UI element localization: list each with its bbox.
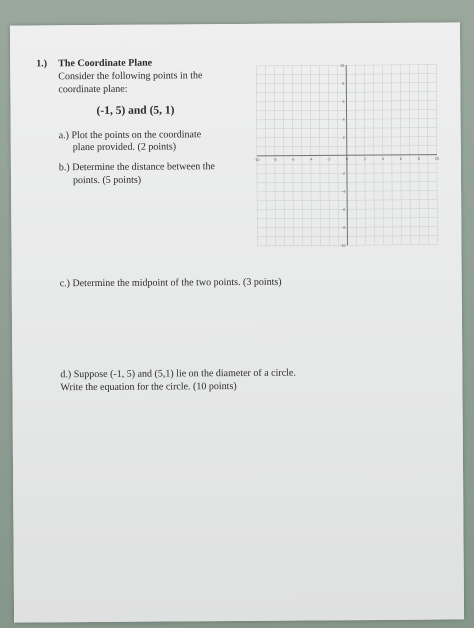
y-tick-label: 10 bbox=[340, 63, 345, 68]
part-a-line-2: plane provided. (2 points) bbox=[72, 141, 177, 154]
x-tick-label: 0 bbox=[345, 157, 348, 162]
y-tick-label: 4 bbox=[342, 117, 345, 122]
x-tick-label: 2 bbox=[363, 157, 366, 162]
problem-title: The Coordinate Plane bbox=[58, 57, 153, 70]
x-tick-label: -4 bbox=[309, 157, 313, 162]
y-tick-label: 2 bbox=[342, 135, 345, 140]
x-tick-label: 8 bbox=[417, 156, 420, 161]
part-b-line-1: b.) Determine the distance between the bbox=[58, 161, 215, 174]
x-tick-label: -2 bbox=[327, 157, 331, 162]
worksheet-page bbox=[10, 22, 464, 622]
problem-number: 1.) bbox=[36, 58, 48, 70]
y-tick-label: -4 bbox=[341, 189, 346, 194]
y-tick-label: -6 bbox=[341, 207, 346, 212]
y-tick-label: 8 bbox=[342, 81, 345, 86]
x-tick-label: 4 bbox=[381, 156, 384, 161]
x-tick-label: -6 bbox=[291, 157, 295, 162]
y-tick-label: -8 bbox=[342, 225, 346, 230]
y-tick-label: -2 bbox=[341, 171, 345, 176]
coordinate-plane-graph[interactable] bbox=[248, 57, 445, 248]
part-b-line-2: points. (5 points) bbox=[72, 174, 142, 187]
intro-line-1: Consider the following points in the bbox=[58, 70, 203, 83]
x-tick-label: -8 bbox=[273, 157, 277, 162]
y-tick-label: -10 bbox=[340, 243, 346, 248]
given-points: (-1, 5) and (5, 1) bbox=[96, 104, 175, 117]
x-tick-label: 10 bbox=[434, 156, 439, 161]
part-d-line-2: Write the equation for the circle. (10 points) bbox=[60, 381, 237, 394]
part-c: c.) Determine the midpoint of the two points. (3 points) bbox=[59, 276, 282, 290]
part-d-line-1: d.) Suppose (-1, 5) and (5,1) lie on the diameter of a circle. bbox=[60, 367, 296, 381]
part-a-line-1: a.) Plot the points on the coordinate bbox=[58, 129, 202, 142]
intro-line-2: coordinate plane: bbox=[58, 83, 128, 96]
x-tick-label: -10 bbox=[254, 157, 260, 162]
y-tick-label: 6 bbox=[342, 99, 345, 104]
x-tick-label: 6 bbox=[399, 156, 402, 161]
